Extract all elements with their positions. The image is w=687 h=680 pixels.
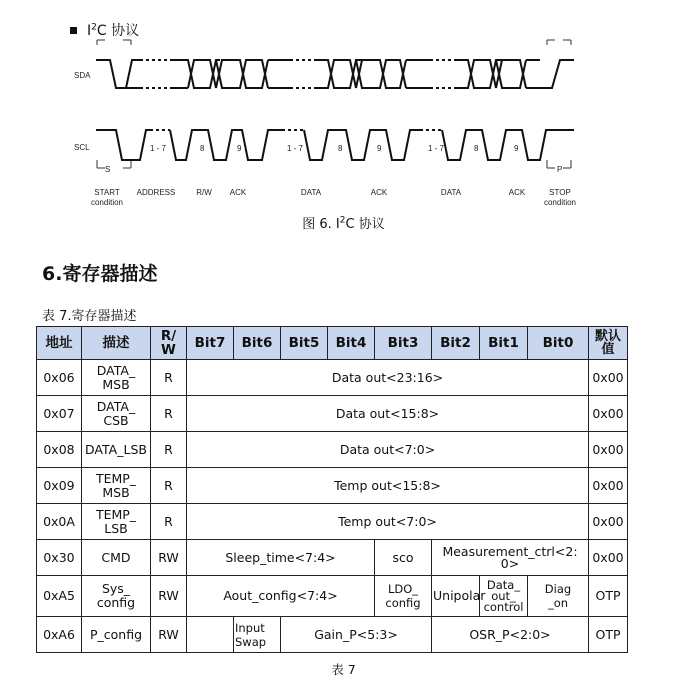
start-phase-label: START [94,188,120,197]
table-row [37,617,628,653]
cell-desc: DATA_ MSB [82,360,151,396]
cell-gain-p: Gain_P<5:3> [281,617,432,653]
section-heading: 6.寄存器描述 [42,263,158,285]
bit9-label-2: 9 [377,144,382,153]
scl-label: SCL [74,143,90,152]
data-bits-label-1: 1 - 7 [287,144,304,153]
ack-phase-label-3: ACK [508,188,526,197]
col-header-bit3: Bit3 [375,327,432,360]
bullet-title-i: I [87,23,92,39]
figure-caption-pre: 图 6. I [302,217,340,232]
cell-rw: R [151,468,187,504]
table-row [37,396,628,432]
cell-default: 0x00 [589,540,628,576]
figure-caption [0,213,687,232]
cell-rw: RW [151,576,187,617]
bit9-label-1: 9 [237,144,242,153]
col-header-bit2: Bit2 [432,327,480,360]
cell-measurement-ctrl: Measurement_ctrl<2: 0> [432,540,589,576]
cell-addr: 0x09 [37,468,82,504]
cell-desc: DATA_ CSB [82,396,151,432]
cell-content: Data out<23:16> [187,360,589,396]
i2c-timing-diagram [0,0,687,215]
table-row [37,540,628,576]
cell-default: OTP [589,576,628,617]
cell-input-swap: Input Swap [234,617,281,653]
col-header-rw: R/ W [151,327,187,360]
cell-desc: Sys_ config [82,576,151,617]
cell-content: Temp out<7:0> [187,504,589,540]
col-header-bit0: Bit0 [528,327,589,360]
cell-default: 0x00 [589,468,628,504]
ack-phase-label-2: ACK [370,188,388,197]
col-header-bit6: Bit6 [234,327,281,360]
figure-caption-sup: 2 [339,215,346,226]
table-row [37,468,628,504]
cell-desc: TEMP_ MSB [82,468,151,504]
cell-desc: TEMP_ LSB [82,504,151,540]
stop-p-label: P [557,165,563,174]
cell-addr: 0x06 [37,360,82,396]
bit9-label-3: 9 [514,144,519,153]
table-row [37,432,628,468]
bit8-label-3: 8 [474,144,479,153]
address-bits-label: 1 - 7 [150,144,167,153]
cell-desc: DATA_LSB [82,432,151,468]
sda-waveform [96,60,574,88]
cell-unipolar: Unipolar [432,576,480,617]
cell-addr: 0x0A [37,504,82,540]
cell-rw: RW [151,540,187,576]
bit8-label-1: 8 [200,144,205,153]
bullet-title-sup: 2 [91,22,97,33]
cell-desc: P_config [82,617,151,653]
sda-label: SDA [74,71,91,80]
cell-desc: CMD [82,540,151,576]
col-header-bit1: Bit1 [480,327,528,360]
cell-default: 0x00 [589,432,628,468]
col-header-desc: 描述 [82,327,151,360]
stop-condition-label: condition [543,198,577,207]
cell-addr: 0x08 [37,432,82,468]
data-phase-label-1: DATA [300,188,322,197]
col-header-default: 默认 值 [589,327,628,360]
cell-addr: 0x07 [37,396,82,432]
table-row [37,576,628,617]
cell-rw: R [151,504,187,540]
stop-phase-label: STOP [549,188,571,197]
cell-ldo-config: LDO_ config [375,576,432,617]
cell-default: 0x00 [589,504,628,540]
table-row [37,360,628,396]
rw-phase-label: R/W [196,188,212,197]
table-header-row [37,327,628,360]
cell-default: 0x00 [589,360,628,396]
cell-addr: 0xA6 [37,617,82,653]
cell-sleep-time: Sleep_time<7:4> [187,540,375,576]
table-footer-label: 表 7 [331,662,356,677]
address-phase-label: ADDRESS [136,188,176,197]
register-table [36,326,628,653]
cell-default: 0x00 [589,396,628,432]
cell-rw: R [151,432,187,468]
bit8-label-2: 8 [338,144,343,153]
cell-osr-p: OSR_P<2:0> [432,617,589,653]
scl-waveform [96,130,574,160]
col-header-bit5: Bit5 [281,327,328,360]
start-condition-label: condition [90,198,124,207]
cell-content: Data out<7:0> [187,432,589,468]
cell-rw: R [151,360,187,396]
cell-diag-on: Diag _on [528,576,589,617]
cell-sco: sco [375,540,432,576]
ack-phase-label-1: ACK [229,188,247,197]
cell-empty [187,617,234,653]
cell-content: Temp out<15:8> [187,468,589,504]
table-row [37,504,628,540]
cell-addr: 0x30 [37,540,82,576]
start-s-label: S [105,165,111,174]
data-bits-label-2: 1 - 7 [428,144,445,153]
cell-rw: RW [151,617,187,653]
col-header-bit4: Bit4 [328,327,375,360]
cell-addr: 0xA5 [37,576,82,617]
figure-caption-post: C 协议 [345,217,385,232]
cell-default: OTP [589,617,628,653]
bullet-title-rest: C 协议 [96,23,140,39]
col-header-bit7: Bit7 [187,327,234,360]
cell-aout-config: Aout_config<7:4> [187,576,375,617]
cell-data-out-control: Data_ out_ control [480,576,528,617]
col-header-addr: 地址 [37,327,82,360]
cell-content: Data out<15:8> [187,396,589,432]
table-caption: 表 7.寄存器描述 [42,309,137,324]
cell-rw: R [151,396,187,432]
data-phase-label-2: DATA [440,188,462,197]
